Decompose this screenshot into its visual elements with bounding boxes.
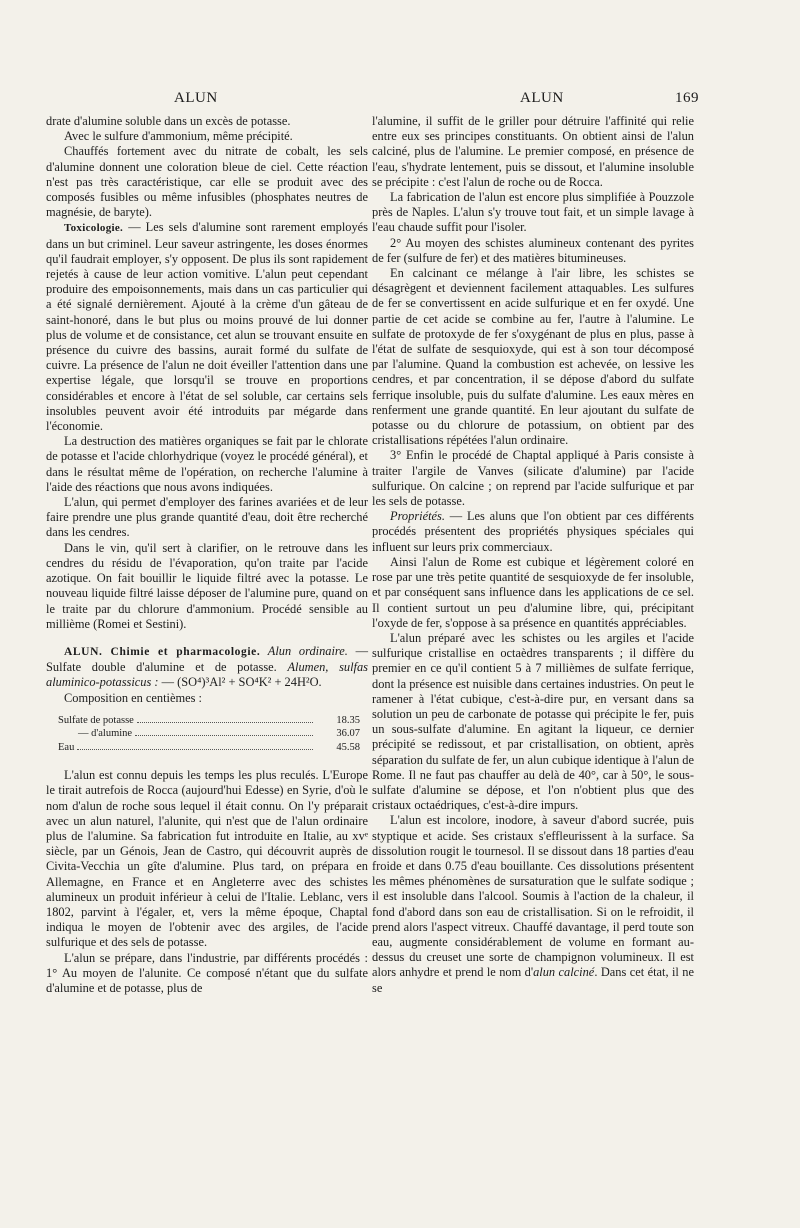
paragraph: Ainsi l'alun de Rome est cubique et légèrement coloré en rose par une très petite quantité de sesquioxyde de fer insoluble, et par conséquent sans influence dans les applications de ce sel. Il contient surtout un peu d'alumine libre, qui, précipitant l'oxyde de fer, s'oppose à sa présence en quantités appréciables. [372,554,694,630]
paragraph: L'alun est connu depuis les temps les plus reculés. L'Europe le tirait autrefois de Rocca (aujourd'hui Edesse) en Syrie, d'où le nom d'alun de roche sous lequel il était connu. On l'y préparait avec un alun naturel, l'alunite, qui n'est que de l'alun ordinaire plus de l'alumine. Sa fabrication fut introduite en Italie, au xvᵉ siècle, par un Génois, Jean de Castro, qui découvrit auprès de Civita-Vecchia un gîte d'alumine. Plus tard, on prépara en Allemagne, en France et en Angleterre avec des schistes alumineux un produit inférieur à celui de l'Italie. Leblanc, vers 1802, parvint à l'égaler, et, vers la même époque, Chaptal indiqua le moyen de l'obtenir avec des argiles, de l'acide sulfurique et des sels de potasse. [46,768,368,950]
paragraph: La fabrication de l'alun est encore plus simplifiée à Pouzzole près de Naples. L'alun s'y trouve tout fait, et un simple lavage à l'eau chaude suffit pour l'isoler. [372,190,694,235]
composition-name: Sulfate de potasse [58,714,134,726]
composition-name: Eau [58,741,75,753]
paragraph: drate d'alumine soluble dans un excès de potasse. [46,114,291,128]
left-column [46,114,368,996]
entry-title: Alun ordinaire. [260,643,348,658]
entry-paragraph [46,644,368,691]
paragraph-text: L'alun est incolore, inodore, à saveur d'abord sucrée, puis styptique et acide. Ses cristaux s'effleurissent à la surface. Sa dissolution rougit le tournesol. Il se dissout dans 18 parties d'eau froide et dans 0.75 d'eau bouillante. Ces dissolutions présentent les mêmes phénomènes de sursaturation que le sulfate sodique ; il est insoluble dans l'alcool. Soumis à l'action de la chaleur, il fond d'abord dans son eau de cristallisation. Si on le refroidit, il prend alors l'aspect vitreux. Chauffé davantage, il perd toute son eau, augmente considérablement de volume en formant au-dessus du creuset une sorte de champignon volumineux. Il est alors anhydre et prend le nom d' [372,813,694,980]
paragraph: L'alun se prépare, dans l'industrie, par différents procédés : 1° Au moyen de l'alunite. Ce composé n'étant que du sulfate d'alumine et de potasse, plus de [46,950,368,996]
composition-row [58,714,368,728]
paragraph: La destruction des matières organiques se fait par le chlorate de potasse et l'acide chlorhydrique (voyez le procédé général), et dans le résultat même de l'opération, on recherche l'alumine à l'aide des réactions que nous avons indiquées. [46,434,368,494]
paragraph: l'alumine, il suffit de le griller pour détruire l'affinité qui relie entre eux ses principes constituants. On obtient ainsi de l'alun calciné, plus de l'alumine. Le premier composé, en présence de l'eau, s'hydrate lentement, puis se dissout, et l'alumine insoluble se précipite : c'est l'alun de roche ou de Rocca. [372,114,694,189]
paragraph: L'alun, qui permet d'employer des farines avariées et de leur faire prendre une plus grande quantité d'eau, doit être recherché dans les cendres. [46,495,368,540]
paragraph-text: . Dans cet état, il ne se [372,965,694,995]
paragraph [372,813,694,995]
entry-lead: ALUN. Chimie et pharmacologie. [64,645,261,658]
composition-row [58,741,368,755]
paragraph: L'alun préparé avec les schistes ou les argiles et l'acide sulfurique cristallise en octaèdres transparents ; il diffère du premier en ce qu'il contient 5 à 7 millièmes de sulfate ferrique, dont la présence est nuisible dans certaines industries. On peut le ramener à l'état cubique, c'est-à-dire pur, en versant dans sa solution un peu de carbonate de potasse qui précipite le fer, puis un sous-sulfate d'alumine. En agitant la liqueur, ce dernier précipité se redissout, et par cristallisation, on obtient, après séparation du sulfate de fer, un alun cubique identique à l'alun de Rome. Il ne faut pas chauffer au delà de 40°, car à 50°, le sous-sulfate d'alumine se dépose, et l'on n'obtient plus que des cristaux octaédriques, c'est-à-dire impurs. [372,630,694,813]
section-lead: Toxicologie. [64,222,124,235]
paragraph: Avec le sulfure d'ammonium, même précipité. [64,129,293,144]
properties-paragraph [372,509,694,555]
toxicology-paragraph [46,220,368,434]
composition-intro: Composition en centièmes : [64,690,202,705]
paragraph: Dans le vin, qu'il sert à clarifier, on le retrouve dans les cendres du résidu de l'évaporation, qu'on traite par l'acide azotique. On fait bouillir le liquide filtré avec la potasse. Le nouveau liquide filtré laisse déposer de l'alumine pure, quand on le traite par du chlorure d'ammonium. Procédé sensible au millième (Romei et Sestini). [46,540,368,631]
composition-row [58,727,368,741]
running-head-right: ALUN [520,90,564,106]
paragraph: 3° Enfin le procédé de Chaptal appliqué à Paris consiste à traiter l'argile de Vanves (silicate d'alumine) par l'acide sulfurique. On calcine ; on reprend par l'acide sulfurique et par les sels de potasse. [372,448,694,509]
entry-formula: — (SO⁴)³Al² + SO⁴K² + 24H²O. [158,675,322,690]
paragraph: Chauffés fortement avec du nitrate de cobalt, les sels d'alumine donnent une coloration bleue de ciel. Cette réaction n'est pas très caractéristique, car elle se produit avec des composés fusibles ou même infusibles (phosphates neutres de magnésie, de baryte). [46,144,368,220]
section-lead: Propriétés. [390,509,445,524]
running-head-left: ALUN [174,90,218,106]
composition-value: 18.35 [336,714,360,726]
paragraph-text: — Les aluns que l'on obtient par ces différents procédés présentent des propriétés physiques spéciales qui influent sur leurs prix commerciaux. [372,509,694,554]
composition-value: 36.07 [336,728,360,740]
composition-table [58,714,368,755]
composition-value: 45.58 [336,741,360,753]
paragraph: En calcinant ce mélange à l'air libre, les schistes se désagrègent et deviennent facilement attaquables. Les sulfures de fer se convertissent en acide sulfurique et en fer oxydé. Une partie de cet acide se combine au fer, l'autre à l'alumine. Le sulfate de protoxyde de fer s'oxygénant de plus en plus, passe à l'état de sulfate de sesquioxyde, qui est à son tour décomposé par l'alumine. Quand la combustion est achevée, on lessive les cendres, et par concentration, il se dépose d'abord du sulfate ferrique insoluble, puis du sulfate d'alumine. Les eaux mères en renferment une grande quantité. En leur ajoutant du sulfate de potasse ou du chlorure de potassium, on obtient par des cristallisations répétées l'alun ordinaire. [372,266,694,448]
page-number: 169 [675,90,699,106]
paragraph: 2° Au moyen des schistes alumineux contenant des pyrites de fer (sulfure de fer) et des matières bitumineuses. [372,235,694,265]
italic-term: alun calciné [533,965,595,980]
paragraph-text: — Les sels d'alumine sont rarement employés dans un but criminel. Leur saveur astringente, les doses énormes qu'il faudrait employer, s'y opposent. De plus ils sont rapidement rejetés à cause de leur action vomitive. L'alun peut cependant produire des empoisonnements, mais dans un cas particulier qui a été signalé dernièrement. Ajouté à la crème d'un gâteau de saint-honoré, dans le but plus ou moins prouvé de lui donner plus de volume et de consistance, cet alun se trouvant ensuite en présence du cuivre des bassins, aurait formé du sulfate de cuivre. La présence de l'alun ne doit éveiller l'attention dans une expertise légale, que lorsqu'il se trouve en proportions considérables et encore à l'état de sel soluble, car certains sels insolubles peuvent avoir été introduits par mégarde dans l'économie. [46,220,368,434]
entry-text: — Sulfate double d'alumine et de potasse. [46,643,368,675]
entry-latin: Alumen, sulfas aluminico-potassicus : [46,660,368,690]
composition-name: — d'alumine [78,728,133,740]
right-column [372,114,694,996]
